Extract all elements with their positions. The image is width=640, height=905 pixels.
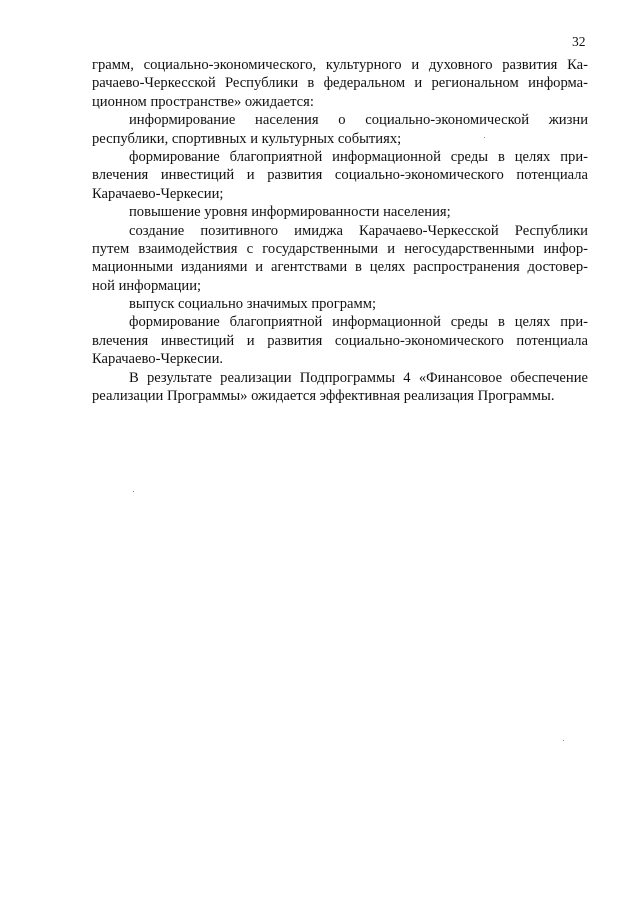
paragraph-informing-population bbox=[92, 111, 588, 148]
scan-speck bbox=[484, 137, 485, 138]
text-line: В результате реализации Подпрограммы 4 «Финансовое обеспечение bbox=[129, 369, 588, 386]
text-line: ной информации; bbox=[92, 277, 202, 294]
paragraph-program-continuation bbox=[92, 56, 588, 111]
text-line: повышение уровня информированности населения; bbox=[129, 204, 451, 221]
page-number: 32 bbox=[572, 34, 586, 49]
paragraph-subprogram-4-result bbox=[92, 369, 588, 406]
text-line: формирование благоприятной информационной среды в целях при- bbox=[129, 148, 588, 165]
text-line: рачаево-Черкесской Республики в федеральном и региональном информа- bbox=[92, 75, 588, 92]
paragraph-awareness bbox=[92, 203, 588, 221]
text-line: республики, спортивных и культурных событиях; bbox=[92, 130, 402, 147]
paragraph-favorable-environment-repeat bbox=[92, 313, 588, 368]
text-line: путем взаимодействия с государственными и негосударственными инфор- bbox=[92, 240, 588, 257]
paragraph-socially-significant-programs bbox=[92, 295, 588, 313]
document-body bbox=[92, 56, 588, 405]
text-line: влечения инвестиций и развития социально-экономического потенциала bbox=[92, 332, 588, 349]
text-line: влечения инвестиций и развития социально-экономического потенциала bbox=[92, 167, 588, 184]
text-line: мационными изданиями и агентствами в целях распространения достовер- bbox=[92, 259, 588, 276]
text-line: реализации Программы» ожидается эффективная реализация Программы. bbox=[92, 388, 555, 405]
scan-speck bbox=[133, 491, 134, 492]
text-line: грамм, социально-экономического, культурного и духовного развития Ка- bbox=[92, 57, 588, 73]
text-line: Карачаево-Черкесии; bbox=[92, 185, 224, 202]
scan-speck bbox=[563, 740, 564, 741]
paragraph-positive-image bbox=[92, 222, 588, 296]
text-line: формирование благоприятной информационной среды в целях при- bbox=[129, 314, 588, 331]
paragraph-favorable-environment bbox=[92, 148, 588, 203]
text-line: информирование населения о социально-экономической жизни bbox=[129, 112, 588, 129]
text-line: выпуск социально значимых программ; bbox=[129, 296, 377, 313]
text-line: Карачаево-Черкесии. bbox=[92, 351, 224, 368]
text-line: ционном пространстве» ожидается: bbox=[92, 93, 314, 110]
text-line: создание позитивного имиджа Карачаево-Черкесской Республики bbox=[129, 222, 588, 239]
